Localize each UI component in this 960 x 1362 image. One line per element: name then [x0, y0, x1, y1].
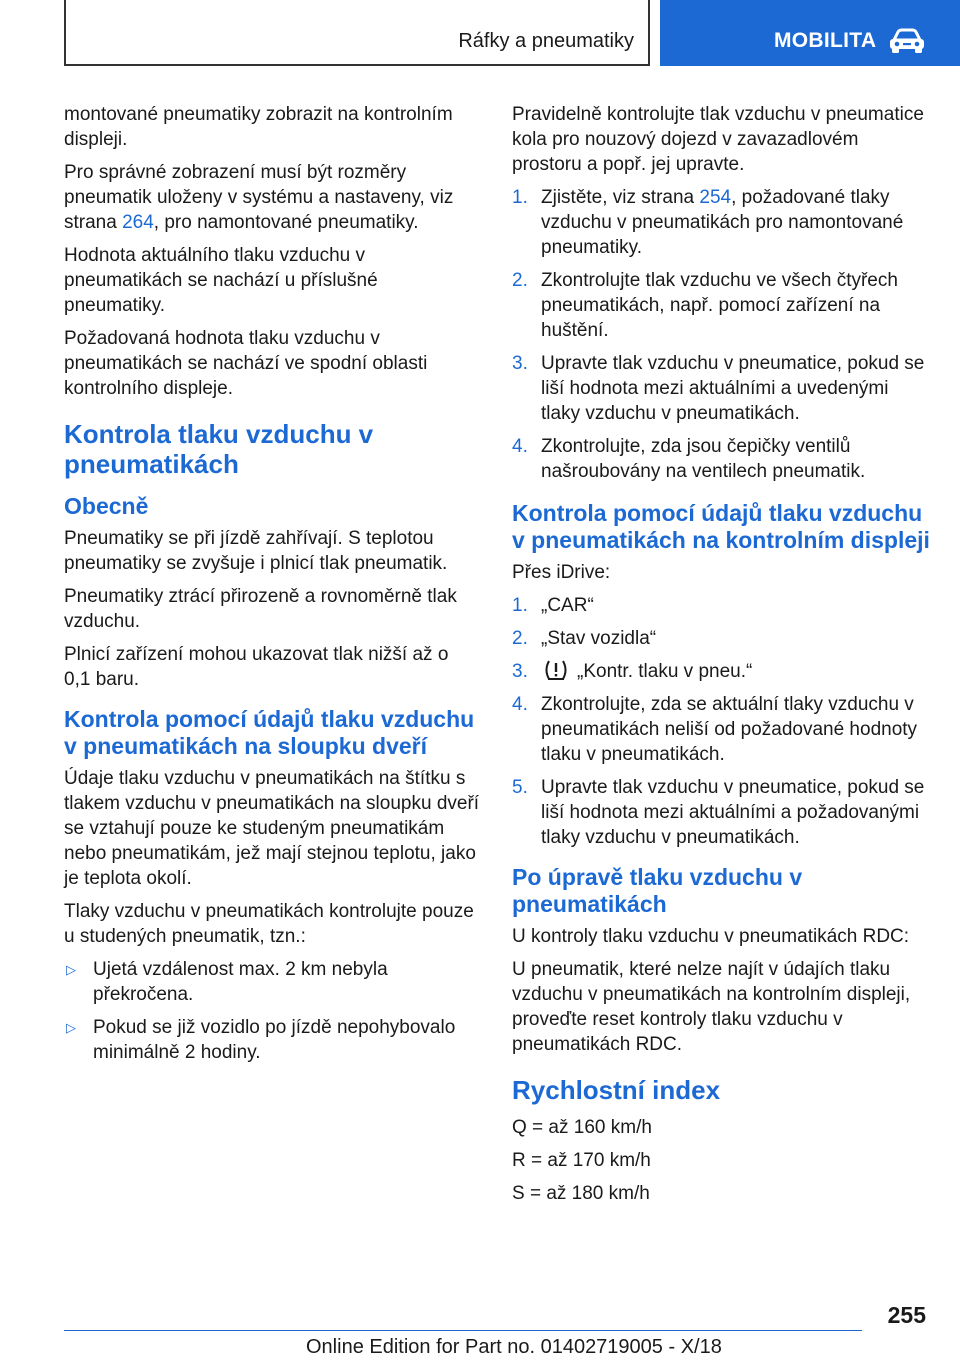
car-icon — [888, 28, 926, 54]
list-item-text: Pokud se již vozidlo po jízdě nepohybovalo minimálně 2 hodiny. — [93, 1017, 456, 1063]
section-heading: Kontrola tlaku vzduchu v pneumatikách — [64, 419, 374, 479]
bullet-triangle-icon: ▷ — [66, 1020, 76, 1035]
step-text: „CAR“ — [541, 595, 594, 616]
step-number: 3. — [512, 353, 528, 374]
step-number: 2. — [512, 270, 528, 291]
bullet-triangle-icon: ▷ — [66, 962, 76, 977]
paragraph: Přes iDrive: — [512, 562, 611, 583]
edition-note: Online Edition for Part no. 01402719005 - X/18 — [306, 1336, 722, 1358]
list-item-text: Ujetá vzdálenost max. 2 km nebyla překročena. — [93, 959, 388, 1005]
text: Pro správné zobrazení musí být rozměry pneumatik uloženy v systému a nastaveny, viz strana — [64, 162, 454, 233]
page-number: 255 — [887, 1302, 926, 1328]
speed-index-item: S = až 180 km/h — [512, 1183, 650, 1204]
paragraph: Pravidelně kontrolujte tlak vzduchu v pneumatice kola pro nouzový dojezd v zavazadlovém prostoru a popř. jej upravte. — [512, 104, 924, 175]
text: , pro namontované pneumatiky. — [153, 212, 419, 233]
list-item — [512, 775, 930, 850]
list-item — [512, 185, 930, 260]
paragraph: Plnicí zařízení mohou ukazovat tlak nižší až o 0,1 baru. — [64, 644, 449, 690]
list-item — [512, 593, 930, 618]
list-item — [64, 957, 480, 1007]
step-text: Zkontrolujte tlak vzduchu ve všech čtyřech pneumatikách, např. pomocí zařízení na huštění. — [541, 270, 898, 341]
text: , požadované tlaky vzduchu v pneumatikách pro namontované pneumatiky. — [541, 187, 904, 258]
chapter-title: Ráfky a pneumatiky — [458, 30, 634, 52]
paragraph: Tlaky vzduchu v pneumatikách kontrolujte pouze u studených pneumatik, tzn.: — [64, 901, 474, 947]
section-label: MOBILITA — [774, 29, 877, 52]
step-text — [541, 659, 930, 684]
step-number: 1. — [512, 187, 528, 208]
header-section-tab — [660, 0, 960, 66]
paragraph: Pneumatiky se při jízdě zahřívají. S teplotou pneumatiky se zvyšuje i plnicí tlak pneumatik. — [64, 528, 448, 574]
paragraph: Hodnota aktuálního tlaku vzduchu v pneumatikách se nachází u příslušné pneumatiky. — [64, 245, 378, 316]
subsection-heading: Kontrola pomocí údajů tlaku vzduchu v pneumatikách na sloupku dveří — [64, 706, 475, 759]
paragraph — [64, 160, 480, 235]
page-link[interactable]: 254 — [699, 187, 732, 208]
list-item — [512, 351, 930, 426]
subsection-heading: Obecně — [64, 493, 149, 519]
section-heading: Rychlostní index — [512, 1075, 721, 1105]
paragraph: Požadovaná hodnota tlaku vzduchu v pneumatikách se nachází ve spodní oblasti kontrolního displeje. — [64, 328, 428, 399]
step-text: „Stav vozidla“ — [541, 628, 657, 649]
step-number: 5. — [512, 777, 528, 798]
step-number: 1. — [512, 595, 528, 616]
left-column — [64, 102, 480, 1073]
page-link[interactable]: 264 — [122, 212, 154, 233]
tire-pressure-warning-icon — [543, 659, 569, 681]
paragraph: U kontroly tlaku vzduchu v pneumatikách RDC: — [512, 926, 910, 947]
text: „Kontr. tlaku v pneu.“ — [577, 661, 753, 682]
list-item — [512, 626, 930, 651]
step-text: Zkontrolujte, zda se aktuální tlaky vzduchu v pneumatikách neliší od požadované hodnoty tlaku v pneumatikách. — [541, 694, 918, 765]
step-number: 4. — [512, 694, 528, 715]
list-item — [64, 1015, 480, 1065]
step-number: 3. — [512, 661, 528, 682]
paragraph: Pneumatiky ztrácí přirozeně a rovnoměrně tlak vzduchu. — [64, 586, 457, 632]
paragraph: montované pneumatiky zobrazit na kontrolním displeji. — [64, 104, 453, 150]
step-number: 4. — [512, 436, 528, 457]
speed-index-item: R = až 170 km/h — [512, 1150, 651, 1171]
step-number: 2. — [512, 628, 528, 649]
step-text — [541, 185, 930, 260]
step-text: Zkontrolujte, zda jsou čepičky ventilů našroubovány na ventilech pneumatik. — [541, 436, 866, 482]
paragraph: Údaje tlaku vzduchu v pneumatikách na štítku s tlakem vzduchu v pneumatikách na sloupku dveří se vztahují pouze ke studeným pneumatikám nebo pneumatikám, jež mají stejnou teplotu, jako je teplota okolí. — [64, 768, 480, 889]
speed-index-item: Q = až 160 km/h — [512, 1117, 652, 1138]
paragraph: U pneumatik, které nelze najít v údajích tlaku vzduchu v pneumatikách na kontrolním displeji, proveďte reset kontroly tlaku vzduchu v pneumatikách RDC. — [512, 959, 911, 1055]
step-text: Upravte tlak vzduchu v pneumatice, pokud se liší hodnota mezi aktuálními a uvedenými tlaky vzduchu v pneumatikách. — [541, 353, 925, 424]
step-text: Upravte tlak vzduchu v pneumatice, pokud se liší hodnota mezi aktuálními a požadovanými tlaky vzduchu v pneumatikách. — [541, 777, 925, 848]
footer-divider — [64, 1330, 862, 1331]
list-item — [512, 268, 930, 343]
text: Zjistěte, viz strana — [541, 187, 700, 208]
header-chapter-box — [64, 0, 650, 66]
subsection-heading: Po úpravě tlaku vzduchu v pneumatikách — [512, 864, 803, 917]
right-column — [512, 102, 930, 1214]
subsection-heading: Kontrola pomocí údajů tlaku vzduchu v pneumatikách na kontrolním displeji — [512, 500, 930, 553]
list-item — [512, 434, 930, 484]
list-item — [512, 659, 930, 684]
list-item — [512, 692, 930, 767]
